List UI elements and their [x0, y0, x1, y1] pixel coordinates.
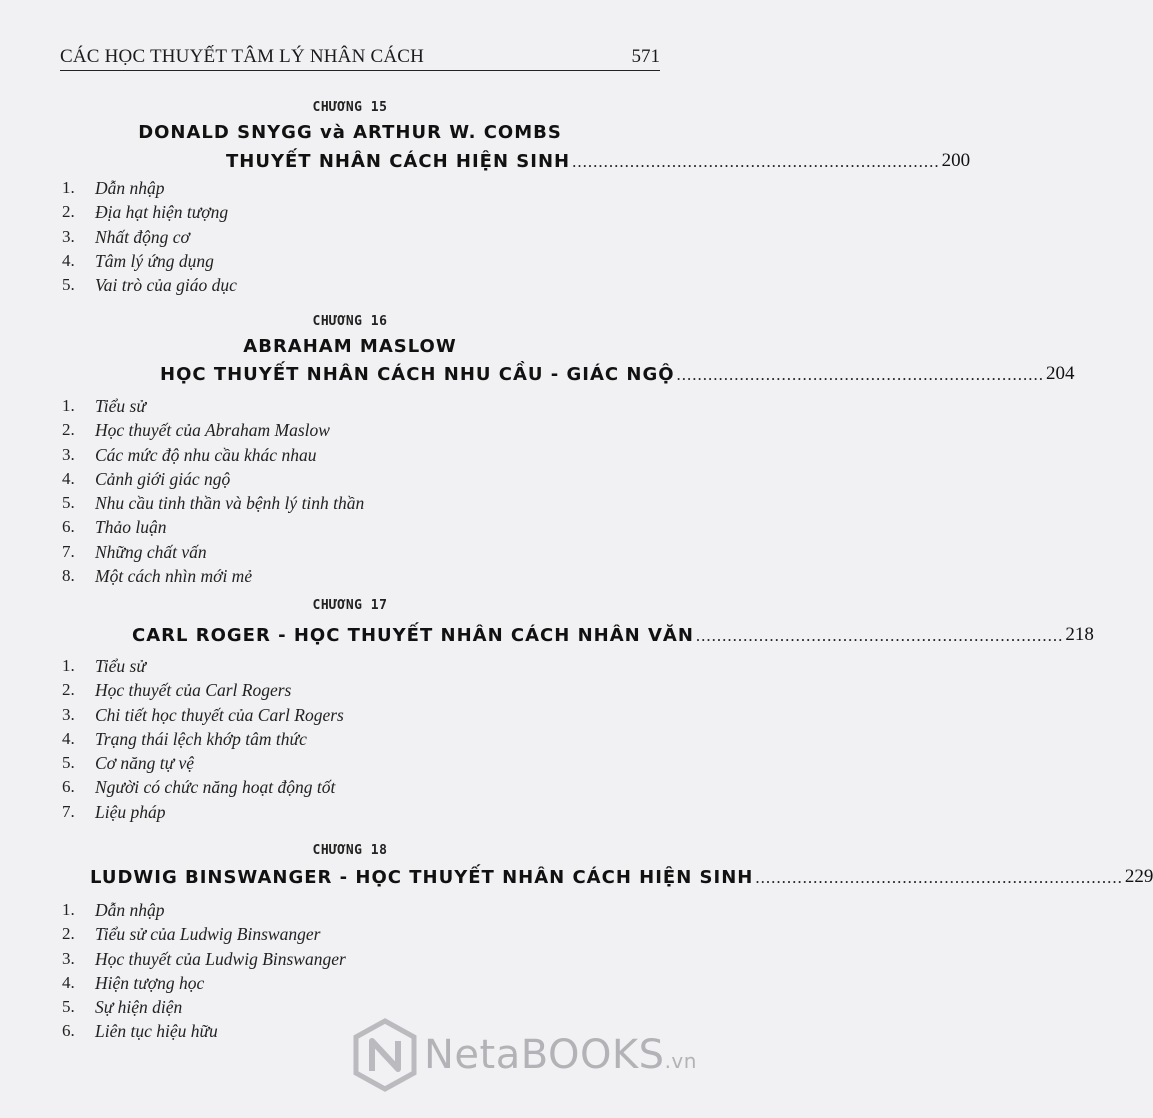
list-item: 4. Hiện tượng học: [62, 972, 205, 993]
chapter-label: CHƯƠNG 15: [312, 100, 388, 115]
chapter-page: 200: [941, 150, 971, 171]
list-item: 6. Thảo luận: [62, 517, 167, 538]
list-item: 2. Địa hạt hiện tượng: [62, 202, 229, 223]
dot-leader: ......................................................................: [755, 868, 1123, 887]
chapter-items: [62, 176, 622, 297]
list-item: 7. Những chất vấn: [62, 541, 207, 562]
list-item: 2. Học thuyết của Abraham Maslow: [62, 420, 330, 441]
netabooks-logo-icon: [350, 1017, 420, 1093]
list-item: 6. Người có chức năng hoạt động tốt: [62, 777, 336, 798]
chapter-title: LUDWIG BINSWANGER - HỌC THUYẾT NHÂN CÁCH HIỆN SINH: [90, 867, 754, 888]
list-item: 3. Nhất động cơ: [62, 226, 190, 247]
dot-leader: ......................................................................: [676, 365, 1045, 384]
list-item: 6. Liên tục hiệu hữu: [62, 1021, 218, 1042]
list-item: 3. Chi tiết học thuyết của Carl Rogers: [62, 704, 344, 725]
list-item: 3. Các mức độ nhu cầu khác nhau: [62, 444, 317, 465]
chapter-page: 229: [1124, 866, 1153, 887]
list-item: 4. Trạng thái lệch khớp tâm thức: [62, 728, 307, 749]
list-item: 5. Sự hiện diện: [62, 997, 183, 1018]
chapter-author: DONALD SNYGG và ARTHUR W. COMBS: [138, 122, 562, 143]
dot-leader: ......................................................................: [695, 626, 1064, 645]
running-header: [60, 40, 660, 71]
list-item: 3. Học thuyết của Ludwig Binswanger: [62, 948, 346, 969]
list-item: 2. Tiểu sử của Ludwig Binswanger: [62, 924, 321, 945]
chapter-title-line: [60, 146, 971, 172]
chapter-items: [62, 654, 622, 824]
list-item: 7. Liệu pháp: [62, 801, 166, 822]
list-item: 1. Tiểu sử: [62, 656, 146, 676]
list-item: 2. Học thuyết của Carl Rogers: [62, 680, 292, 701]
chapter-title-line: [60, 359, 1075, 385]
chapter-label: CHƯƠNG 16: [312, 314, 388, 329]
list-item: 8. Một cách nhìn mới mẻ: [62, 566, 253, 587]
chapter-author: ABRAHAM MASLOW: [243, 336, 457, 357]
list-item: 1. Dẫn nhập: [62, 900, 165, 920]
list-item: 1. Dẫn nhập: [62, 178, 165, 198]
chapter-title: THUYẾT NHÂN CÁCH HIỆN SINH: [226, 151, 571, 172]
chapter-label: CHƯƠNG 17: [312, 598, 388, 613]
chapter-page: 218: [1065, 624, 1094, 645]
list-item: 1. Tiểu sử: [62, 396, 146, 416]
watermark-text: NetaBOOKS.vn: [424, 1032, 697, 1078]
chapter-page: 204: [1046, 363, 1075, 384]
book-title: CÁC HỌC THUYẾT TÂM LÝ NHÂN CÁCH: [60, 46, 425, 67]
chapter-title-line: [60, 862, 1153, 888]
list-item: 5. Cơ năng tự vệ: [62, 753, 195, 774]
chapter-title-line: [60, 620, 1094, 646]
chapter-label: CHƯƠNG 18: [312, 843, 388, 858]
list-item: 5. Vai trò của giáo dục: [62, 275, 237, 296]
netabooks-watermark: [350, 1010, 697, 1100]
chapter-title: HỌC THUYẾT NHÂN CÁCH NHU CẦU - GIÁC NGỘ: [160, 364, 675, 385]
page-number: 571: [631, 46, 660, 67]
chapter-items: [62, 394, 622, 588]
chapter-title: CARL ROGER - HỌC THUYẾT NHÂN CÁCH NHÂN VĂN: [132, 625, 694, 646]
dot-leader: ......................................................................: [572, 152, 940, 171]
list-item: 5. Nhu cầu tinh thần và bệnh lý tinh thần: [62, 493, 365, 514]
list-item: 4. Cảnh giới giác ngộ: [62, 468, 231, 489]
list-item: 4. Tâm lý ứng dụng: [62, 250, 214, 271]
